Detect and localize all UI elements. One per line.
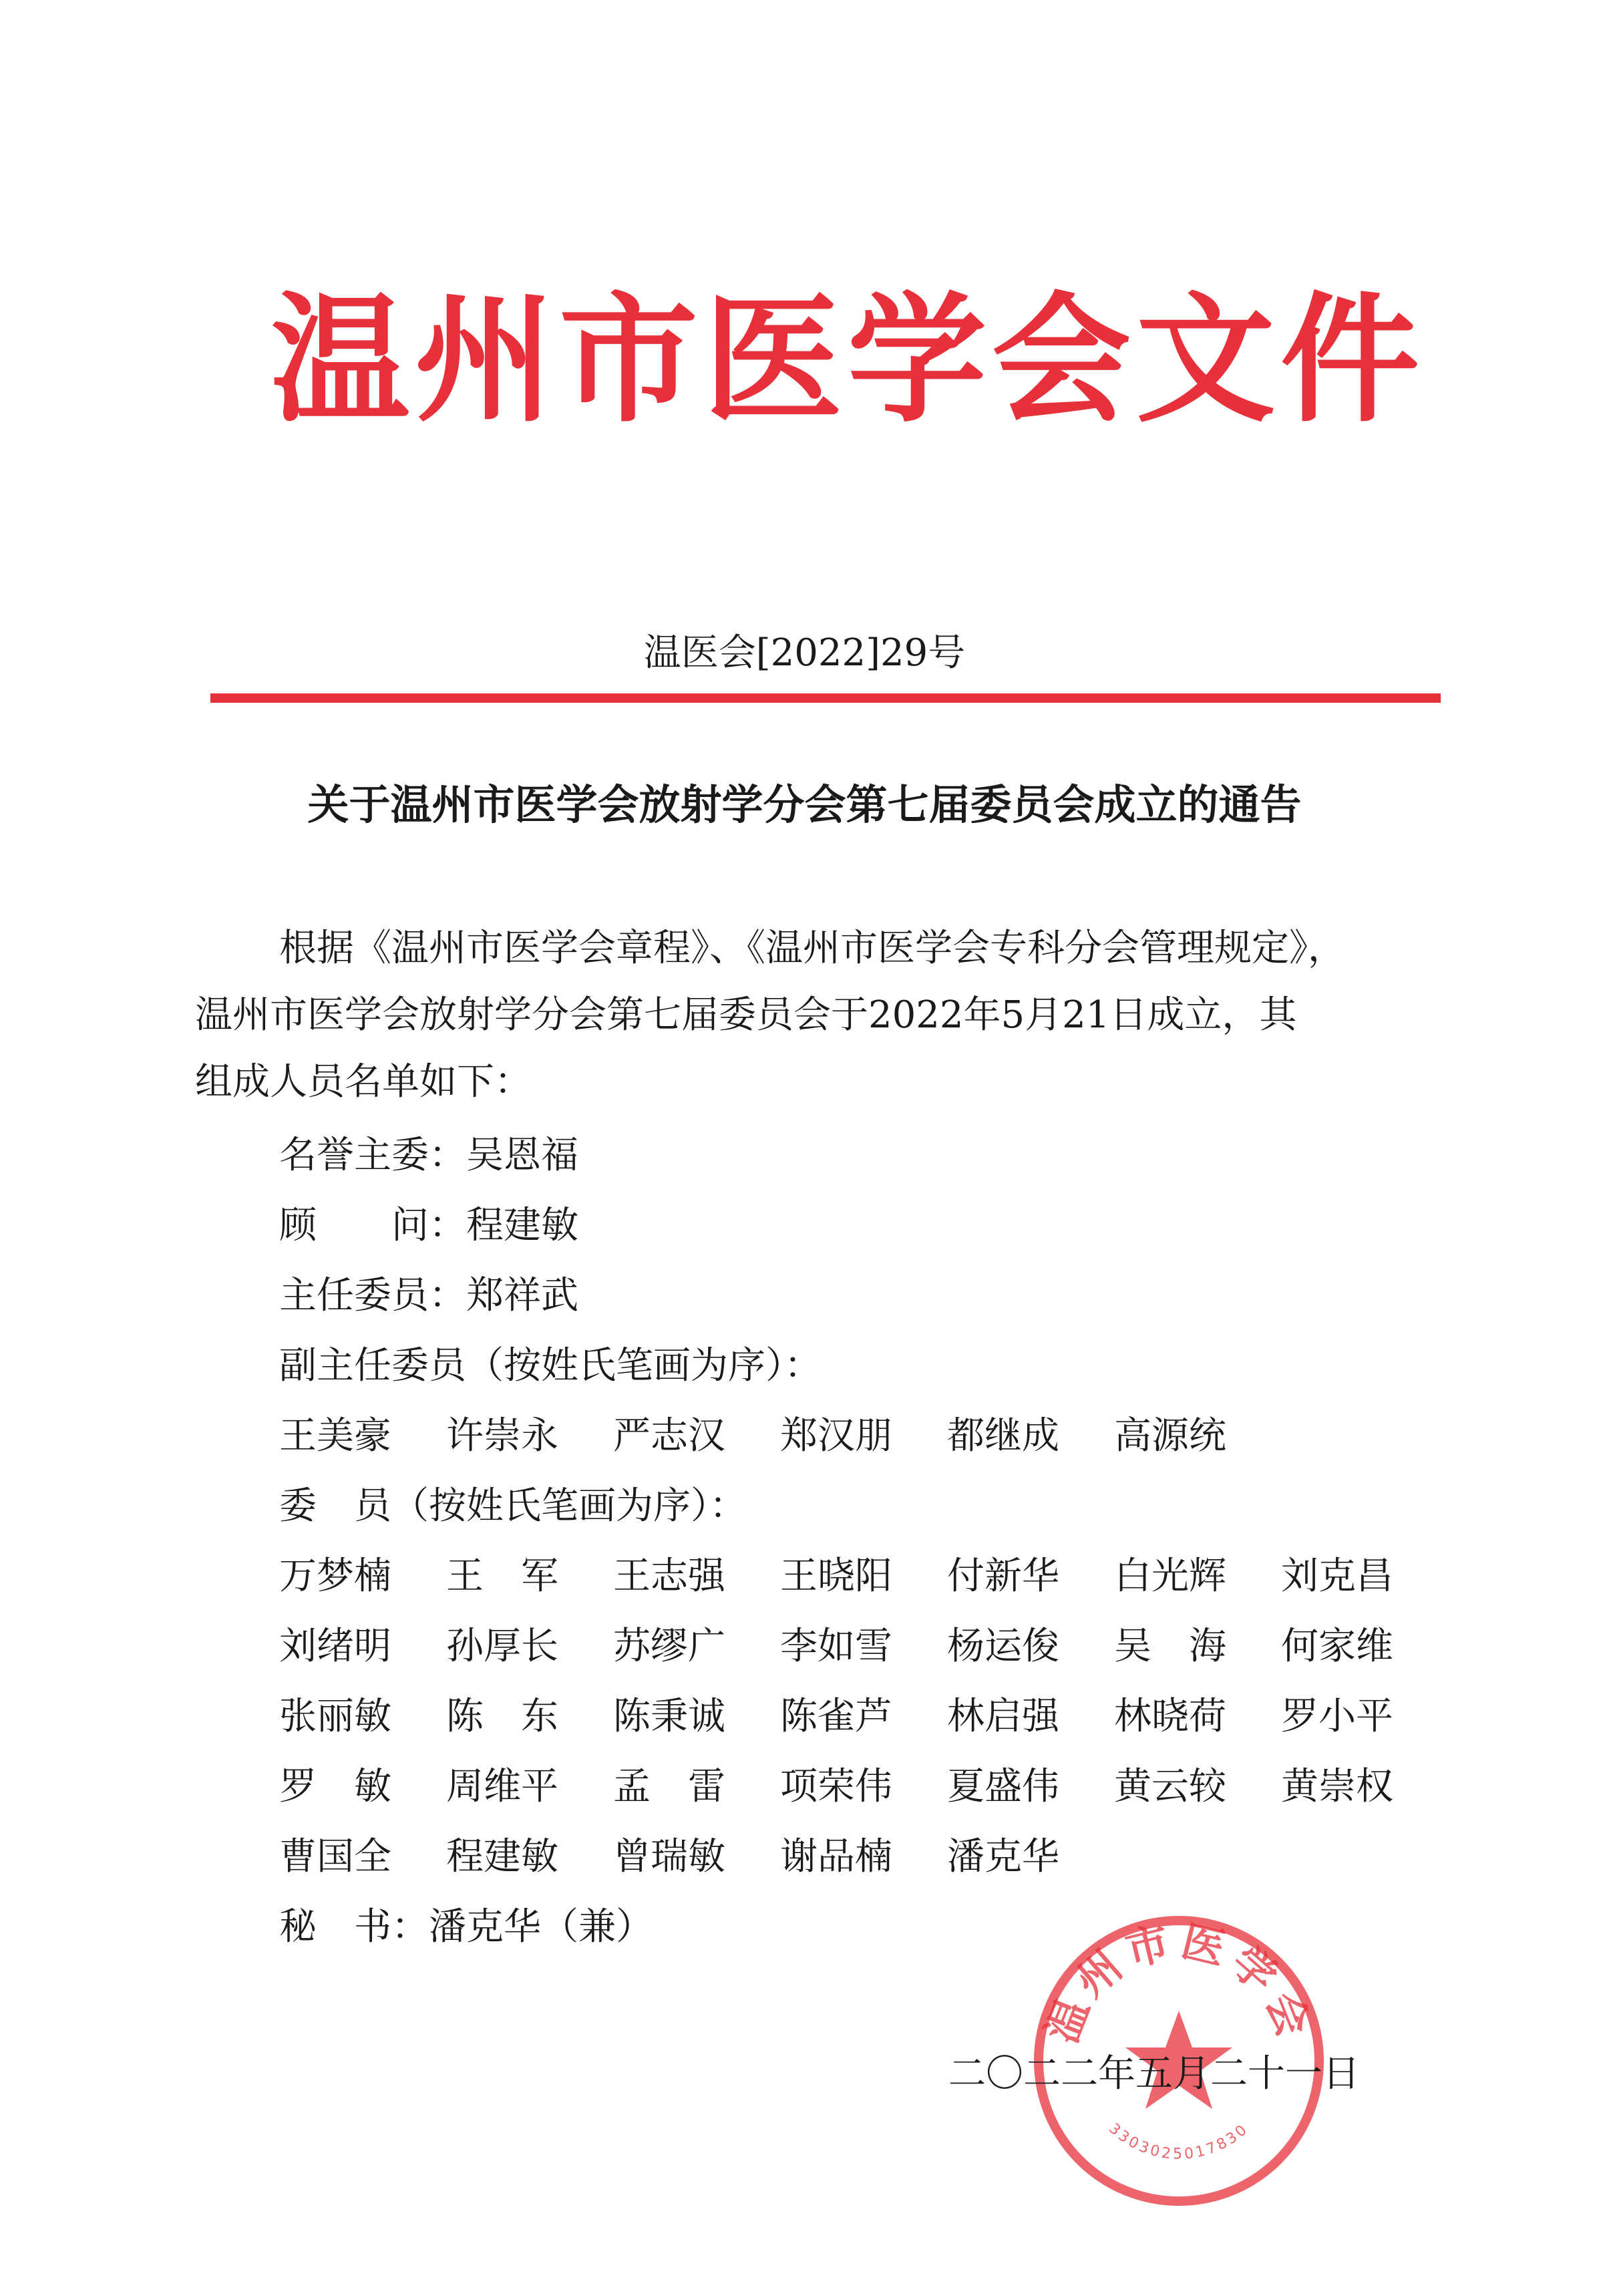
member-name: 罗 敏	[279, 1765, 391, 1808]
member-name: 黄云较	[1114, 1765, 1226, 1808]
secretary: 秘 书：潘克华（兼）	[279, 1905, 653, 1949]
seal-code: 3303025017830	[1105, 2120, 1252, 2163]
seal-text: 温州市医学会	[1037, 1917, 1320, 2050]
member-name: 苏缪广	[613, 1625, 725, 1668]
member-name: 陈秉诚	[613, 1695, 725, 1738]
member-name: 罗小平	[1281, 1695, 1393, 1738]
member-name: 吴 海	[1114, 1625, 1226, 1668]
document-header-title: 温州市医学会文件	[271, 280, 1425, 442]
member-name: 杨运俊	[947, 1625, 1059, 1668]
vice-chair-name: 高源统	[1114, 1414, 1226, 1458]
member-name: 孟 雷	[613, 1765, 725, 1808]
vice-chairs-heading: 副主任委员（按姓氏笔画为序）：	[279, 1344, 822, 1387]
member-name: 陈雀芦	[780, 1695, 892, 1738]
document-number: 温医会[2022]29号	[643, 631, 966, 675]
vice-chairs-row	[279, 1410, 1481, 1463]
member-name: 白光辉	[1114, 1554, 1226, 1598]
member-name: 夏盛伟	[947, 1765, 1059, 1808]
vice-chair-name: 许崇永	[446, 1414, 558, 1458]
members-row	[279, 1550, 1481, 1603]
header-divider	[210, 693, 1441, 703]
members-row	[279, 1620, 1481, 1673]
member-name: 项荣伟	[780, 1765, 892, 1808]
issue-date: 二〇二二年五月二十一日	[948, 2052, 1360, 2096]
body-line-3: 组成人员名单如下：	[195, 1060, 532, 1104]
vice-chair-name: 严志汉	[613, 1414, 725, 1458]
svg-text:3303025017830	[1105, 2120, 1252, 2163]
member-name: 刘绪明	[279, 1625, 391, 1668]
member-name: 黄崇权	[1281, 1765, 1393, 1808]
member-name: 孙厚长	[446, 1625, 558, 1668]
advisor: 顾 问：程建敏	[279, 1204, 578, 1247]
member-name: 陈 东	[446, 1695, 558, 1738]
member-name: 刘克昌	[1281, 1554, 1393, 1598]
member-name: 曹国全	[279, 1835, 391, 1878]
member-name: 王晓阳	[780, 1554, 892, 1598]
member-name: 万梦楠	[279, 1554, 391, 1598]
member-name: 程建敏	[446, 1835, 558, 1878]
vice-chair-name: 王美豪	[279, 1414, 391, 1458]
member-name: 何家维	[1281, 1625, 1393, 1668]
members-heading: 委 员（按姓氏笔画为序）：	[279, 1484, 747, 1528]
members-row	[279, 1830, 1481, 1884]
member-name: 林启强	[947, 1695, 1059, 1738]
honorary-chair: 名誉主委：吴恩福	[279, 1134, 578, 1177]
members-row	[279, 1760, 1481, 1814]
member-name: 王 军	[446, 1554, 558, 1598]
member-name: 周维平	[446, 1765, 558, 1808]
vice-chair-name: 都继成	[947, 1414, 1059, 1458]
member-name: 潘克华	[947, 1835, 1059, 1878]
member-name: 付新华	[947, 1554, 1059, 1598]
members-row	[279, 1690, 1481, 1744]
member-name: 林晓荷	[1114, 1695, 1226, 1738]
body-line-2: 温州市医学会放射学分会第七届委员会于2022年5月21日成立，其	[195, 993, 1297, 1037]
member-name: 李如雪	[780, 1625, 892, 1668]
member-name: 王志强	[613, 1554, 725, 1598]
body-line-1: 根据《温州市医学会章程》、《温州市医学会专科分会管理规定》，	[279, 927, 1345, 970]
member-name: 曾瑞敏	[613, 1835, 725, 1878]
member-name: 张丽敏	[279, 1695, 391, 1738]
chair: 主任委员：郑祥武	[279, 1274, 578, 1317]
vice-chair-name: 郑汉朋	[780, 1414, 892, 1458]
notice-title: 关于温州市医学会放射学分会第七届委员会成立的通告	[307, 780, 1302, 829]
member-name: 谢品楠	[780, 1835, 892, 1878]
